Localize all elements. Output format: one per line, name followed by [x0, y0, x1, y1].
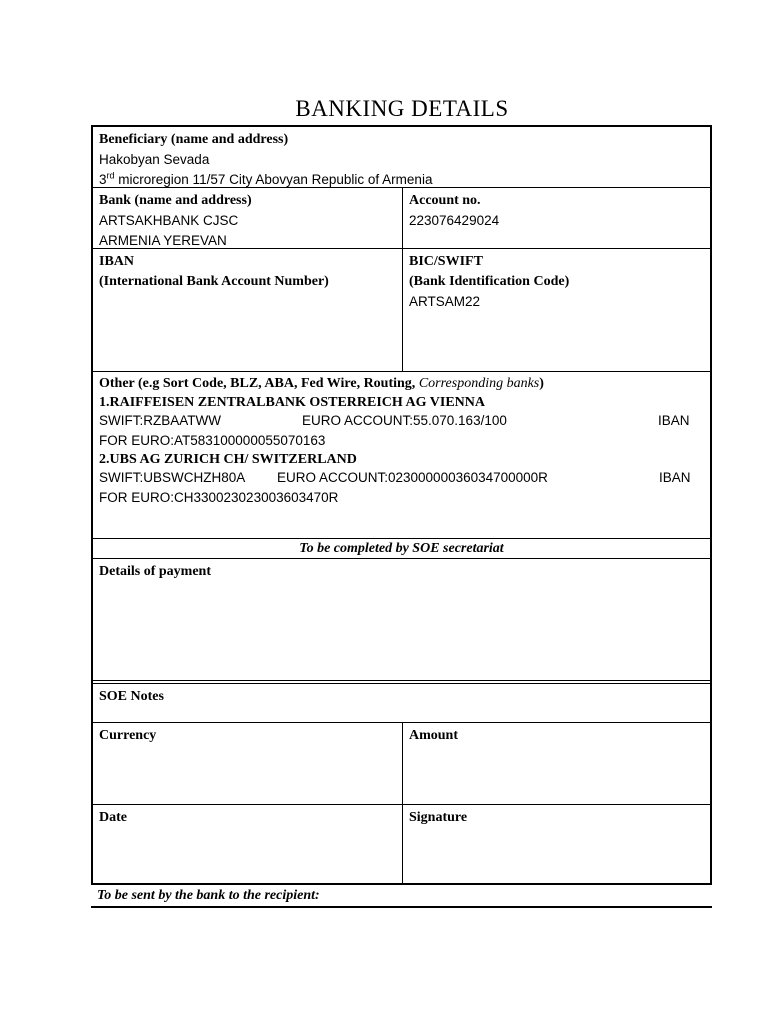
- secretariat-banner: To be completed by SOE secretariat: [299, 541, 504, 556]
- bank2-swift[interactable]: SWIFT:UBSWCHZH80A: [99, 470, 246, 485]
- bank2-swift-row: [99, 469, 704, 489]
- details-of-payment-label: Details of payment: [99, 564, 211, 579]
- account-label: Account no.: [409, 193, 481, 208]
- bank-cell: [93, 188, 402, 248]
- amount-cell[interactable]: [403, 723, 712, 803]
- soe-notes-cell[interactable]: [93, 684, 710, 722]
- amount-label: Amount: [409, 728, 459, 743]
- footer-note: To be sent by the bank to the recipient:: [91, 886, 712, 908]
- beneficiary-address-num: 3: [99, 172, 107, 187]
- bank2-iban-value[interactable]: FOR EURO:CH330023023003603470R: [99, 490, 339, 505]
- signature-label: Signature: [409, 810, 468, 825]
- beneficiary-address-rest: microregion 11/57 City Abovyan Republic of Armenia: [114, 172, 433, 187]
- other-label-prefix: Other (e.g Sort Code, BLZ, ABA, Fed Wire, Routing,: [99, 376, 419, 391]
- bank1-swift-row: [99, 412, 704, 432]
- bank-line1[interactable]: ARTSAKHBANK CJSC: [99, 213, 239, 228]
- iban-sublabel: (International Bank Account Number): [99, 274, 329, 289]
- beneficiary-cell: [93, 127, 710, 187]
- bank1-swift[interactable]: SWIFT:RZBAATWW: [99, 413, 221, 428]
- bank1-euro-account[interactable]: EURO ACCOUNT:55.070.163/100: [302, 413, 507, 428]
- other-cell: [93, 372, 710, 538]
- account-cell: [403, 188, 712, 248]
- bank-line2[interactable]: ARMENIA YEREVAN: [99, 233, 227, 248]
- bank1-iban-label: IBAN: [658, 413, 690, 428]
- bic-cell: [403, 249, 712, 371]
- divider: [93, 680, 710, 681]
- bic-label: BIC/SWIFT: [409, 254, 483, 269]
- beneficiary-name[interactable]: Hakobyan Sevada: [99, 152, 210, 167]
- other-label-italic: Corresponding banks: [418, 376, 540, 391]
- date-cell[interactable]: [93, 805, 402, 885]
- bank2-iban-label: IBAN: [659, 470, 691, 485]
- page-title: BANKING DETAILS: [295, 96, 509, 121]
- signature-cell[interactable]: [403, 805, 712, 885]
- bank2-euro-account[interactable]: EURO ACCOUNT:02300000036034700000R: [277, 470, 548, 485]
- bank2-title: 2.UBS AG ZURICH CH/ SWITZERLAND: [99, 451, 357, 467]
- bank1-iban-value[interactable]: FOR EURO:AT583100000055070163: [99, 433, 326, 448]
- other-label-suffix: ): [539, 376, 544, 391]
- soe-notes-label: SOE Notes: [99, 689, 164, 704]
- currency-cell[interactable]: [93, 723, 402, 803]
- divider: [93, 538, 710, 539]
- iban-cell: [93, 249, 402, 371]
- bic-sublabel: (Bank Identification Code): [409, 274, 570, 289]
- account-value[interactable]: 223076429024: [409, 213, 500, 228]
- beneficiary-address-sup: rd: [106, 170, 115, 181]
- details-of-payment-cell[interactable]: [93, 559, 710, 680]
- bic-value[interactable]: ARTSAM22: [409, 294, 481, 309]
- other-label: [99, 375, 704, 394]
- currency-label: Currency: [99, 728, 157, 743]
- date-label: Date: [99, 810, 127, 825]
- bank-label: Bank (name and address): [99, 193, 252, 208]
- beneficiary-label: Beneficiary (name and address): [99, 132, 289, 147]
- iban-label: IBAN: [99, 254, 135, 269]
- banking-details-form: [91, 125, 712, 885]
- bank1-title: 1.RAIFFEISEN ZENTRALBANK OSTERREICH AG VIENNA: [99, 394, 485, 410]
